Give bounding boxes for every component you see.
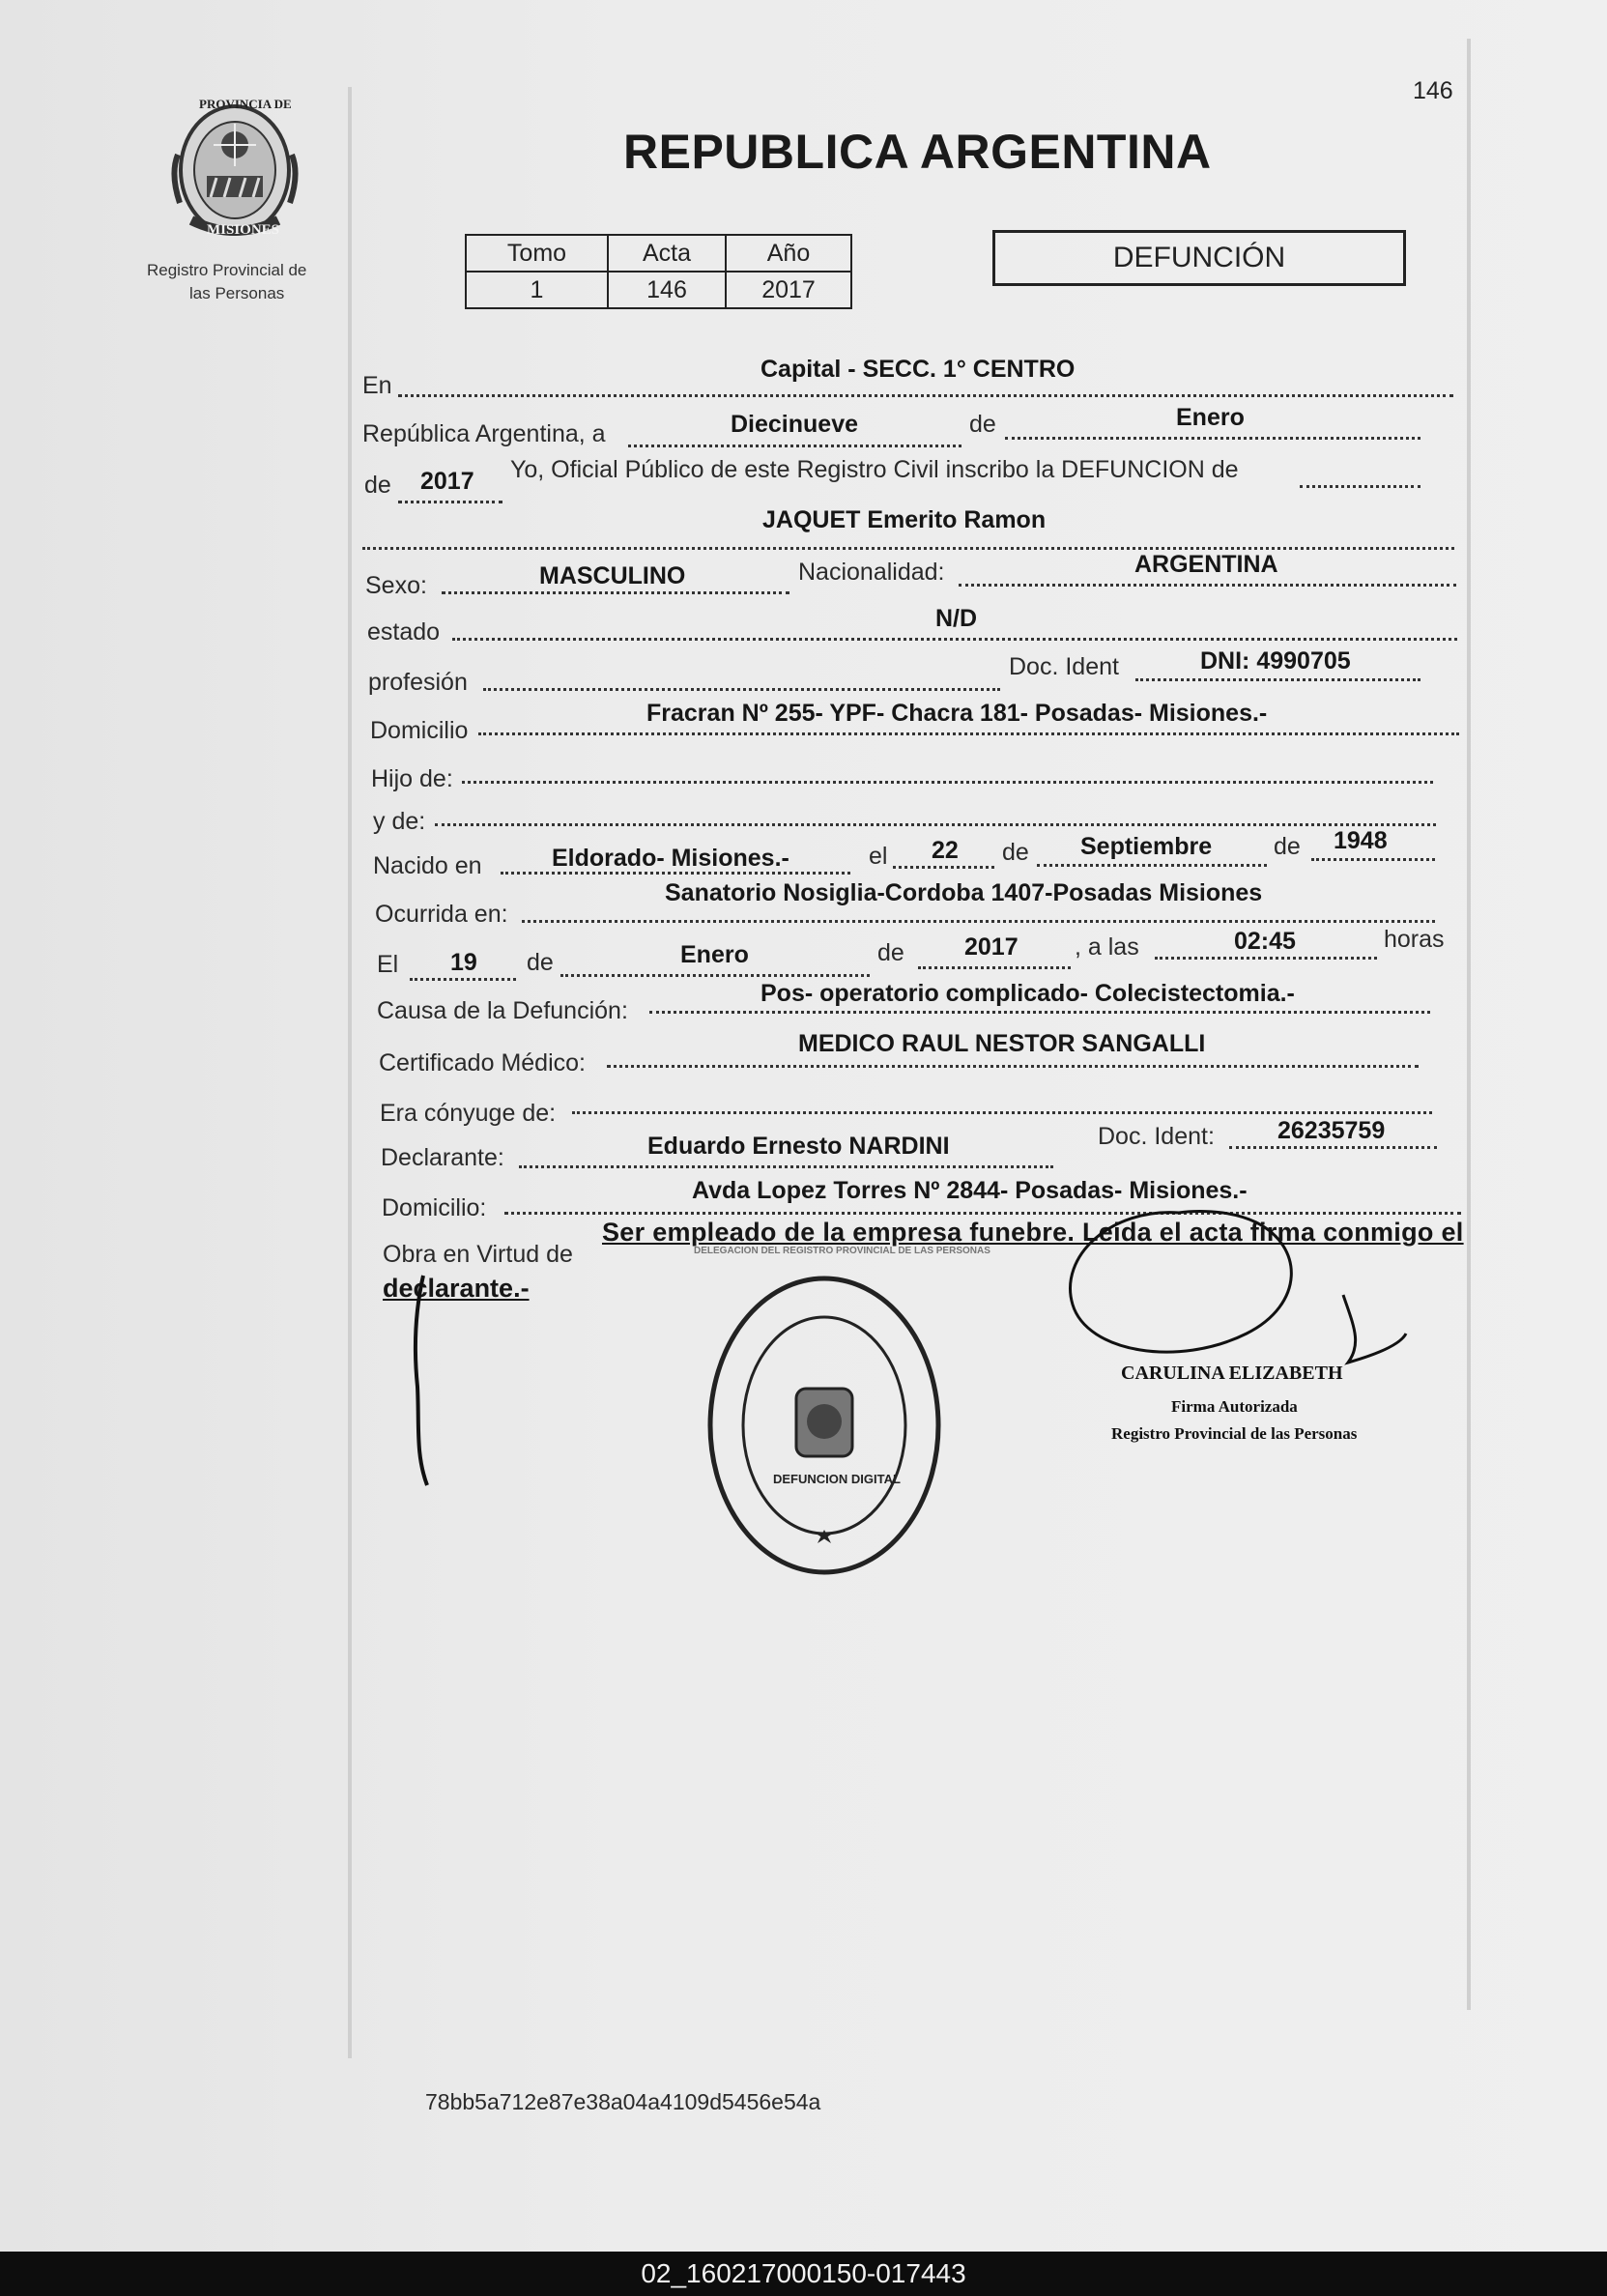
profession-label: profesión (368, 669, 468, 696)
nationality-line (959, 584, 1456, 587)
logo-caption-line1: Registro Provincial de (147, 261, 307, 279)
de-label-4: de (1274, 833, 1301, 860)
address-line (478, 732, 1459, 735)
cause-of-death-label: Causa de la Defunción: (377, 997, 628, 1024)
child-of-label: Hijo de: (371, 765, 453, 792)
birth-month-value: Septiembre (1080, 833, 1213, 860)
declarant-doc-label: Doc. Ident: (1098, 1123, 1215, 1150)
place-label: En (362, 372, 392, 399)
de-label-3: de (1002, 839, 1029, 866)
declarant-doc-line (1229, 1146, 1437, 1149)
el-label-2: El (377, 951, 399, 978)
at-label: , a las (1075, 933, 1139, 961)
file-id-label: 02_160217000150-017443 (641, 2258, 966, 2288)
registration-text: Yo, Oficial Público de este Registro Civil inscribo la DEFUNCION de (510, 456, 1239, 483)
signature-stamp-office: Registro Provincial de las Personas (1111, 1424, 1358, 1443)
occurred-at-value: Sanatorio Nosiglia-Cordoba 1407-Posadas Misiones (665, 879, 1263, 906)
document-type-label: DEFUNCIÓN (1112, 242, 1286, 273)
logo-arc-text: PROVINCIA DE (199, 97, 292, 111)
declarant-doc-value: 26235759 (1277, 1117, 1386, 1144)
address-value: Fracran Nº 255- YPF- Chacra 181- Posadas- Misiones.- (646, 700, 1268, 727)
seal-inner-text: DEFUNCION DIGITAL (773, 1472, 901, 1486)
nationality-label: Nacionalidad: (798, 559, 945, 586)
republica-label: República Argentina, a (362, 420, 606, 447)
medical-certificate-value: MEDICO RAUL NESTOR SANGALLI (798, 1030, 1206, 1057)
year-line (398, 501, 502, 503)
hours-label: horas (1384, 926, 1445, 953)
address-label: Domicilio (370, 717, 469, 744)
document-type-box (992, 230, 1406, 286)
marital-status-label: estado (367, 618, 441, 646)
year-value: 2017 (420, 468, 474, 495)
signature-stamp-name: CARULINA ELIZABETH (1121, 1363, 1343, 1384)
declarant-label: Declarante: (381, 1144, 504, 1171)
death-day-value: 19 (450, 949, 477, 976)
occurred-at-label: Ocurrida en: (375, 901, 508, 928)
sex-line (442, 591, 789, 594)
doc-ident-value: DNI: 4990705 (1200, 647, 1351, 674)
seal-ring-text: DELEGACION DEL REGISTRO PROVINCIAL DE LAS PERSONAS (694, 1246, 990, 1256)
table-cell-anio: 2017 (726, 272, 851, 308)
cause-of-death-line (649, 1011, 1430, 1014)
file-id-footer (0, 2252, 1607, 2296)
nationality-value: ARGENTINA (1134, 551, 1278, 578)
handwritten-stroke-icon (406, 1271, 445, 1493)
de-label-6: de (877, 939, 904, 966)
birthplace-label: Nacido en (373, 852, 482, 879)
de-label-5: de (527, 949, 554, 976)
birth-day-line (893, 866, 994, 869)
spouse-label: Era cónyuge de: (380, 1100, 557, 1127)
sex-label: Sexo: (365, 572, 427, 599)
medical-certificate-label: Certificado Médico: (379, 1049, 586, 1076)
birthplace-value: Eldorado- Misiones.- (552, 845, 789, 872)
deceased-name-value: JAQUET Emerito Ramon (762, 506, 1047, 533)
page-number: 146 (1413, 77, 1453, 104)
signature-loop-icon (1053, 1198, 1420, 1382)
and-of-label: y de: (373, 808, 426, 835)
medical-certificate-line (607, 1065, 1419, 1068)
birth-day-value: 22 (932, 837, 959, 864)
provincial-logo (162, 97, 307, 246)
declarant-value: Eduardo Ernesto NARDINI (647, 1133, 950, 1160)
death-time-line (1155, 957, 1377, 960)
registration-line (1300, 485, 1420, 488)
declarant-address-value: Avda Lopez Torres Nº 2844- Posadas- Misiones.- (692, 1177, 1248, 1204)
death-day-line (410, 978, 516, 981)
birthplace-line (501, 872, 850, 875)
de-label-1: de (969, 411, 996, 438)
table-header-acta: Acta (608, 235, 726, 272)
death-time-value: 02:45 (1234, 928, 1296, 955)
marital-status-line (452, 638, 1457, 641)
and-of-line (435, 823, 1436, 826)
death-month-line (560, 974, 870, 977)
table-cell-acta: 146 (608, 272, 726, 308)
place-line (398, 394, 1453, 397)
table-header-tomo: Tomo (466, 235, 608, 272)
death-year-line (918, 966, 1071, 969)
signature-stamp-title: Firma Autorizada (1171, 1397, 1298, 1416)
birth-month-line (1037, 864, 1267, 867)
day-words-value: Diecinueve (731, 411, 859, 438)
left-fold-line (348, 87, 352, 2058)
doc-ident-line (1135, 678, 1420, 681)
birth-year-value: 1948 (1334, 827, 1388, 854)
logo-caption-line2: las Personas (189, 284, 285, 302)
logo-bottom-text: MISIONES (207, 222, 280, 238)
declarant-line (519, 1165, 1053, 1168)
month-value: Enero (1176, 404, 1245, 431)
right-fold-line (1467, 39, 1471, 2010)
birth-year-line (1311, 858, 1435, 861)
occurred-at-line (522, 920, 1435, 923)
declarant-address-label: Domicilio: (382, 1194, 487, 1221)
doc-ident-label: Doc. Ident (1009, 653, 1119, 680)
death-year-value: 2017 (964, 933, 1019, 961)
place-value: Capital - SECC. 1° CENTRO (760, 356, 1076, 383)
cause-of-death-value: Pos- operatorio complicado- Colecistectomia.- (760, 980, 1295, 1007)
death-month-value: Enero (680, 941, 749, 968)
table-cell-tomo: 1 (466, 272, 608, 308)
table-header-anio: Año (726, 235, 851, 272)
el-label: el (869, 843, 888, 870)
profession-line (483, 688, 1000, 691)
seal-stamp-icon (703, 1271, 945, 1580)
spouse-line (572, 1111, 1432, 1114)
month-line (1005, 437, 1420, 440)
marital-status-value: N/D (935, 605, 978, 632)
day-words-line (628, 445, 961, 447)
document-hash: 78bb5a712e87e38a04a4109d5456e54a (425, 2089, 821, 2114)
page-title: REPUBLICA ARGENTINA (623, 125, 1212, 179)
by-virtue-value: Ser empleado de la empresa funebre. Leida el acta firma conmigo el (602, 1218, 1464, 1247)
deceased-name-line (362, 547, 1454, 550)
de-label-2: de (364, 472, 391, 499)
child-of-line (462, 781, 1433, 784)
record-reference-table (465, 234, 852, 309)
sex-value: MASCULINO (539, 562, 686, 589)
official-seal (694, 1246, 990, 1580)
by-virtue-value-cont: declarante.- (383, 1274, 530, 1303)
by-virtue-label: Obra en Virtud de (383, 1241, 573, 1268)
